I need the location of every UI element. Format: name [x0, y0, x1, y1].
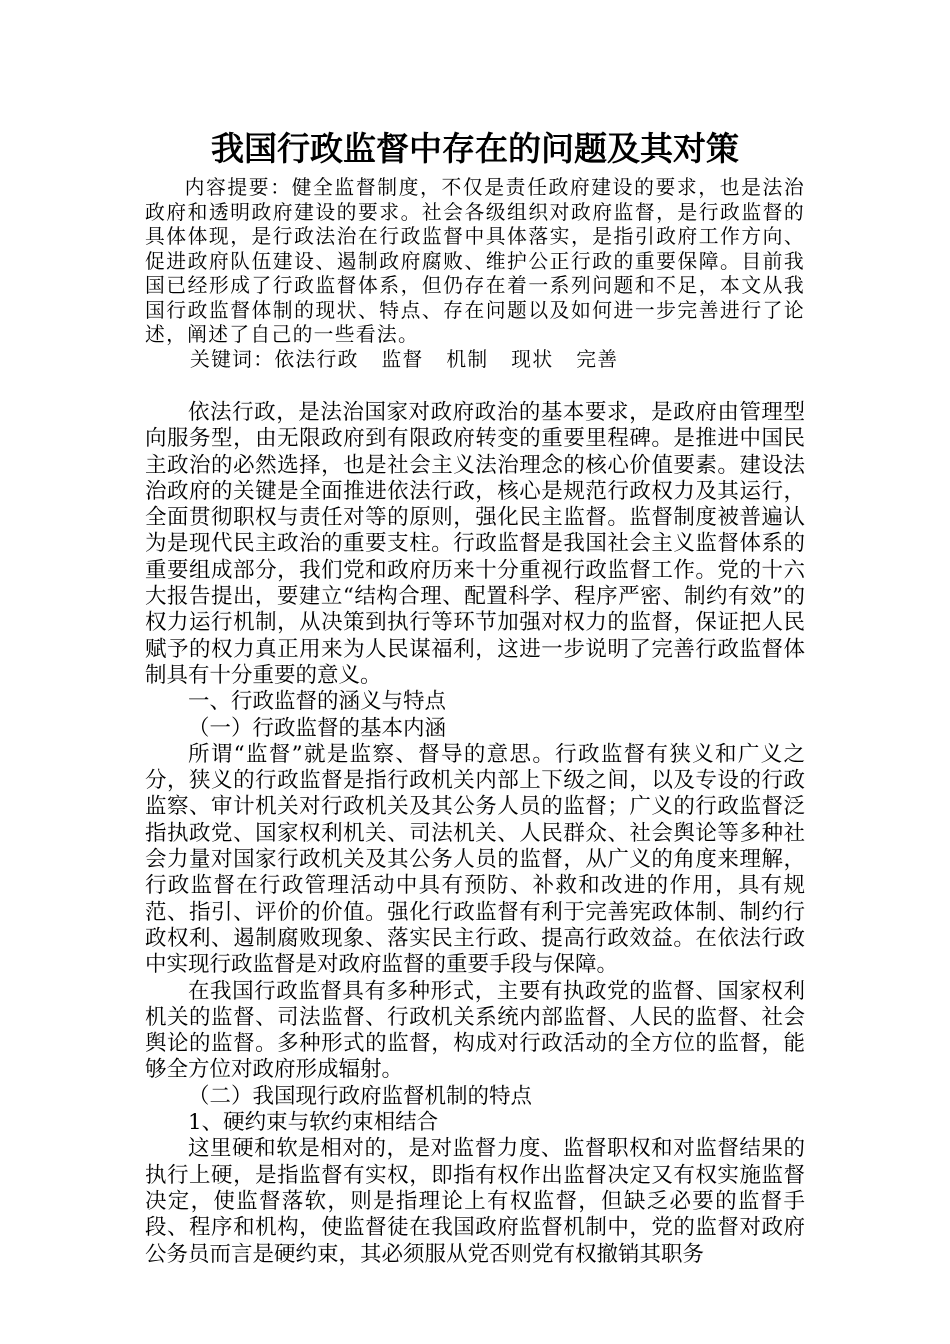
point-heading: 1、硬约束与软约束相结合 — [188, 1110, 439, 1136]
section-heading: 一、行政监督的涵义与特点 — [188, 689, 447, 715]
keywords-line: 关键词：依法行政 监督 机制 现状 完善 — [190, 348, 619, 371]
document-title: 我国行政监督中存在的问题及其对策 — [211, 129, 739, 168]
abstract-section — [145, 176, 805, 348]
subsection-heading: （二）我国现行政府监督机制的特点 — [188, 1083, 533, 1109]
subsection-heading: （一）行政监督的基本内涵 — [188, 715, 447, 741]
body-paragraph: 这里硬和软是相对的，是对监督力度、监督职权和对监督结果的执行上硬，是指监督有实权，即指有权作出监督决定又有权实施监督决定，使监督落软，则是指理论上有权监督，但缺乏必要的监督手段、程序和机构，使监督徒在我国政府监督机制中，党的监督对政府公务员而言是硬约束，其必须服从党否则党有权撤销其职务 — [145, 1136, 805, 1267]
intro-paragraph: 依法行政，是法治国家对政府政治的基本要求，是政府由管理型向服务型，由无限政府到有限政府转变的重要里程碑。是推进中国民主政治的必然选择，也是社会主义法治理念的核心价值要素。建设法治政府的关键是全面推进依法行政，核心是规范行政权力及其运行，全面贯彻职权与责任对等的原则，强化民主监督。监督制度被普遍认为是现代民主政治的重要支柱。行政监督是我国社会主义监督体系的重要组成部分，我们党和政府历来十分重视行政监督工作。党的十六大报告提出，要建立“结构合理、配置科学、程序严密、制约有效”的权力运行机制，从决策到执行等环节加强对权力的监督，保证把人民赋予的权力真正用来为人民谋福利，这进一步说明了完善行政监督体制具有十分重要的意义。 — [145, 400, 805, 688]
body-paragraph: 在我国行政监督具有多种形式，主要有执政党的监督、国家权利机关的监督、司法监督、行政机关系统内部监督、人民的监督、社会舆论的监督。多种形式的监督，构成对行政活动的全方位的监督，能够全方位对政府形成辐射。 — [145, 978, 805, 1083]
abstract-paragraph: 内容提要：健全监督制度，不仅是责任政府建设的要求，也是法治政府和透明政府建设的要求。社会各级组织对政府监督，是行政监督的具体体现，是行政法治在行政监督中具体落实，是指引政府工作方向、促进政府队伍建设、遏制政府腐败、维护公正行政的重要保障。目前我国已经形成了行政监督体系，但仍存在着一系列问题和不足，本文从我国行政监督体制的现状、特点、存在问题以及如何进一步完善进行了论述，阐述了自己的一些看法。 — [145, 176, 805, 346]
body-text — [145, 400, 805, 1268]
body-paragraph: 所谓“监督”就是监察、督导的意思。行政监督有狭义和广义之分，狭义的行政监督是指行政机关内部上下级之间，以及专设的行政监察、审计机关对行政机关及其公务人员的监督；广义的行政监督泛指执政党、国家权利机关、司法机关、人民群众、社会舆论等多种社会力量对国家行政机关及其公务人员的监督，从广义的角度来理解，行政监督在行政管理活动中具有预防、补救和改进的作用，具有规范、指引、评价的价值。强化行政监督有利于完善宪政体制、制约行政权利、遏制腐败现象、落实民主行政、提高行政效益。在依法行政中实现行政监督是对政府监督的重要手段与保障。 — [145, 741, 805, 978]
